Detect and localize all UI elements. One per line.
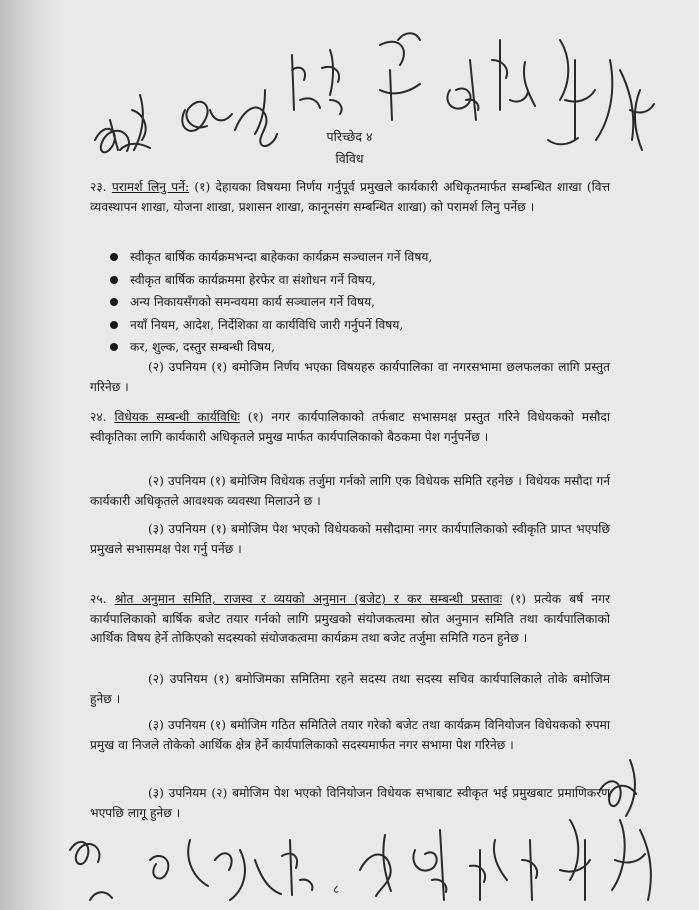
section-23-text: (१) देहायका विषयमा निर्णय गर्नुपूर्व प्रमुखले कार्यकारी अधिकृतमार्फत सम्बन्धित शाखा (वित्त व्यवस्थापन शाखा, योजना शाखा, प्रशासन शाखा, कानूनसंग सम्बन्धित शाखा) को परामर्श लिनु पर्नेछ । xyxy=(90,180,610,214)
section-23-bullet-list xyxy=(108,246,588,359)
section-23-subrule-2: (२) उपनियम (१) बमोजिम निर्णय भएका विषयहरु कार्यपालिका वा नगरसभामा छलफलका लागि प्रस्तुत गरिनेछ । xyxy=(90,360,610,394)
section-23-heading: परामर्श लिनु पर्ने: xyxy=(111,180,190,194)
page-number: ८ xyxy=(333,882,340,896)
list-item: अन्य निकायसँगको समन्वयमा कार्य सञ्चालन गर्ने विषय, xyxy=(108,291,588,314)
section-23-number: २३. xyxy=(90,180,107,194)
section-25 xyxy=(90,590,610,649)
section-24-subrule-2: (२) उपनियम (१) बमोजिम विधेयक तर्जुमा गर्नको लागि एक विधेयक समिति रहनेछ । विधेयक मसौदा गर्न कार्यकारी अधिकृतले आवश्यक व्यवस्था मिलाउने छ । xyxy=(90,474,610,508)
section-25-subrule-4: (३) उपनियम (२) बमोजिम पेश भएको विनियोजन विधेयक सभाबाट स्वीकृत भई प्रमुखबाट प्रमाणिकरण भएपछि लागू हुनेछ । xyxy=(90,786,610,820)
section-24-number: २४. xyxy=(90,410,107,424)
section-23 xyxy=(90,178,610,217)
list-item: स्वीकृत बार्षिक कार्यक्रममा हेरफेर वा संशोधन गर्ने विषय, xyxy=(108,269,588,292)
section-25-number: २५. xyxy=(90,592,107,606)
section-24-subrule-3: (३) उपनियम (१) बमोजिम पेश भएको विधेयकको मसौदामा नगर कार्यपालिकाको स्वीकृति प्राप्त भएपछि प्रमुखले सभासमक्ष पेश गर्नु पर्नेछ । xyxy=(90,522,610,556)
list-item: स्वीकृत बार्षिक कार्यक्रमभन्दा बाहेकका कार्यक्रम सञ्चालन गर्ने विषय, xyxy=(108,246,588,269)
section-24-heading: विधेयक सम्बन्धी कार्यविधिः xyxy=(114,410,240,424)
section-25-heading: श्रोत अनुमान समिति, राजस्व र व्ययको अनुमान (बजेट) र कर सम्बन्धी प्रस्तावः xyxy=(114,592,503,606)
section-25-subrule-2: (२) उपनियम (१) बमोजिमका समितिमा रहने सदस्य तथा सदस्य सचिव कार्यपालिकाले तोके बमोजिम हुनेछ । xyxy=(90,672,610,706)
section-24-text: (१) नगर कार्यपालिकाको तर्फबाट सभासमक्ष प्रस्तुत गरिने विधेयकको मसौदा स्वीकृतिका लागि कार्यकारी अधिकृतले प्रमुख मार्फत कार्यपालिकाको बैठकमा पेश गर्नुपर्नेछ । xyxy=(90,410,611,444)
list-item: नयाँ नियम, आदेश, निर्देशिका वा कार्यविधि जारी गर्नुपर्ने विषय, xyxy=(108,314,588,337)
chapter-subtitle: विविध xyxy=(335,151,364,166)
chapter-title: परिच्छेद ४ xyxy=(326,129,373,144)
list-item: कर, शुल्क, दस्तुर सम्बन्धी विषय, xyxy=(108,336,588,359)
section-25-subrule-3: (३) उपनियम (१) बमोजिम गठित समितिले तयार गरेको बजेट तथा कार्यक्रम विनियोजन विधेयकको रुपमा प्रमुख वा निजले तोकेको आर्थिक क्षेत्र हेर्ने कार्यपालिकाको सदस्यमार्फत नगर सभामा पेश गरिनेछ । xyxy=(90,718,610,752)
section-24 xyxy=(90,408,610,447)
section-25-text: (१) प्रत्येक बर्ष नगर कार्यपालिकाको बार्षिक बजेट तयार गर्नको लागि प्रमुखको संयोजकत्वमा स्रोत अनुमान समिति तथा कार्यपालिकाको आर्थिक विषय हेर्ने तोकिएको सदस्यको संयोजकत्वमा कार्यक्रम तथा बजेट तर्जुमा समिति गठन हुनेछ । xyxy=(90,592,610,645)
